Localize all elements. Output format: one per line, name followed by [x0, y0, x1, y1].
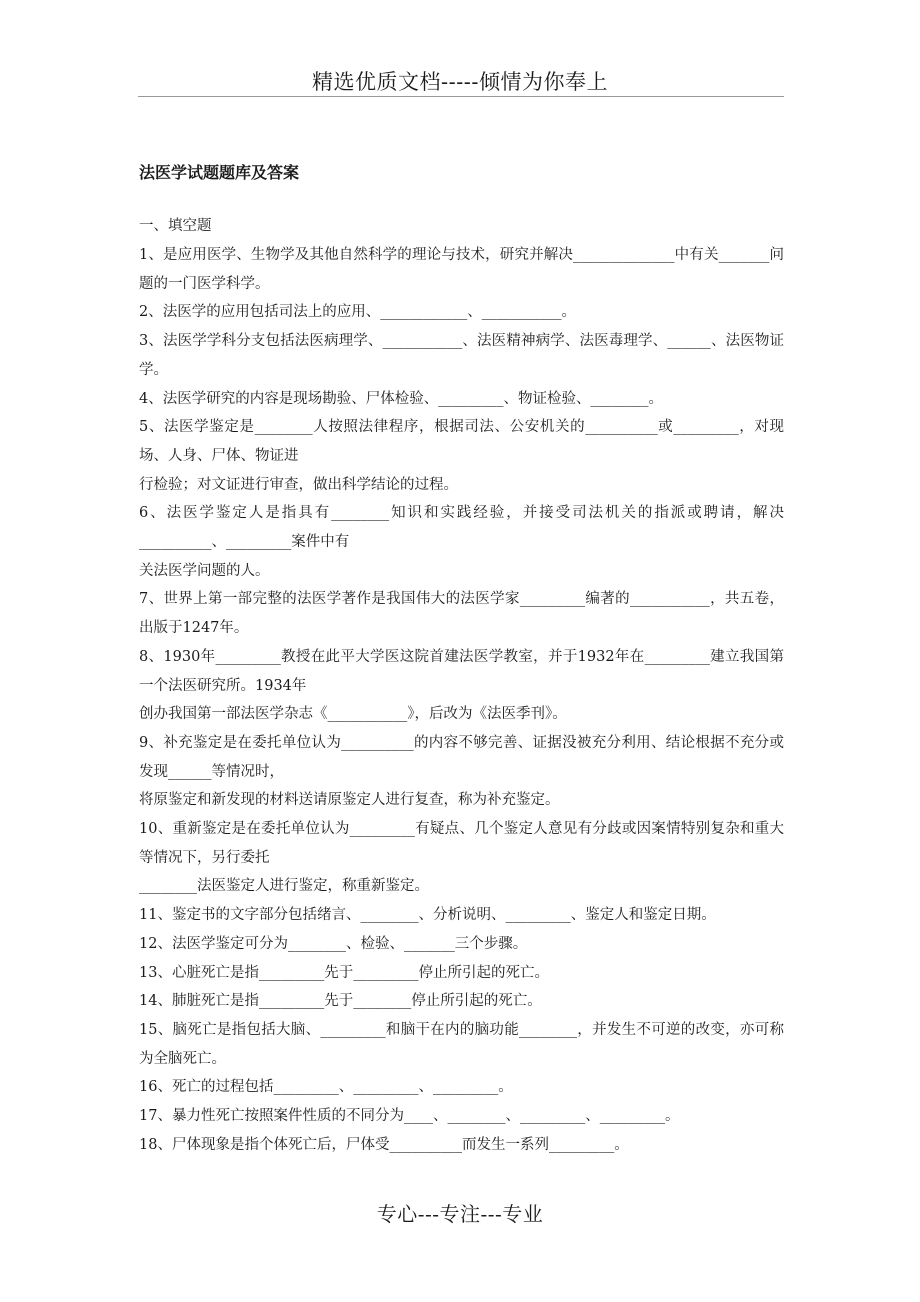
question-5-continuation: 行检验；对文证进行审查，做出科学结论的过程。	[139, 476, 458, 493]
question-13: 13、心脏死亡是指_________先于_________停止所引起的死亡。	[139, 964, 549, 981]
question-4: 4、法医学研究的内容是现场勘验、尸体检验、_________、物证检验、________。	[139, 390, 663, 407]
question-18: 18、尸体现象是指个体死亡后，尸体受__________而发生一系列_________。	[139, 1136, 629, 1153]
question-2: 2、法医学的应用包括司法上的应用、____________、___________。	[139, 304, 576, 321]
section-heading: 一、填空题	[139, 218, 212, 234]
document-title: 法医学试题题库及答案	[139, 163, 300, 182]
question-12: 12、法医学鉴定可分为________、检验、_______三个步骤。	[139, 935, 528, 952]
question-17: 17、暴力性死亡按照案件性质的不同分为____、________、_________、_________。	[139, 1108, 680, 1125]
question-16: 16、死亡的过程包括_________、_________、_________。	[139, 1079, 513, 1096]
question-6: 6、法医学鉴定人是指具有________知识和实践经验，并接受司法机关的指派或聘请，解决__________、_________案件中有	[139, 505, 784, 551]
question-8: 8、1930年_________教授在此平大学医这院首建法医学教室，并于1932年在_________建立我国第一个法医研究所。1934年	[139, 648, 784, 694]
question-list	[139, 241, 784, 1160]
question-15: 15、脑死亡是指包括大脑、_________和脑干在内的脑功能________，并发生不可逆的改变，亦可称为全脑死亡。	[139, 1021, 784, 1067]
question-10-continuation: ________法医鉴定人进行鉴定，称重新鉴定。	[139, 878, 429, 895]
header-divider	[138, 96, 784, 97]
question-3: 3、法医学学科分支包括法医病理学、___________、法医精神病学、法医毒理学、______、法医物证学。	[139, 333, 784, 378]
question-5: 5、法医学鉴定是________人按照法律程序，根据司法、公安机关的__________或_________，对现场、人身、尸体、物证进	[139, 419, 784, 464]
question-10: 10、重新鉴定是在委托单位认为_________有疑点、几个鉴定人意见有分歧或因案情特别复杂和重大等情况下，另行委托	[139, 821, 784, 866]
question-7: 7、世界上第一部完整的法医学著作是我国伟大的法医学家_________编著的___________，共五卷，出版于1247年。	[139, 591, 784, 637]
page-header: 精选优质文档-----倾情为你奉上	[312, 70, 608, 94]
page-footer: 专心---专注---专业	[376, 1202, 544, 1226]
question-8-continuation: 创办我国第一部法医学杂志《___________》，后改为《法医季刊》。	[139, 706, 567, 723]
question-1: 1、是应用医学、生物学及其他自然科学的理论与技术，研究并解决______________中有关_______问题的一门医学科学。	[139, 247, 784, 292]
question-9-continuation: 将原鉴定和新发现的材料送请原鉴定人进行复查，称为补充鉴定。	[139, 792, 560, 809]
question-9: 9、补充鉴定是在委托单位认为__________的内容不够完善、证据没被充分利用、结论根据不充分或发现______等情况时，	[139, 734, 784, 780]
question-14: 14、肺脏死亡是指_________先于________停止所引起的死亡。	[139, 993, 542, 1010]
question-11: 11、鉴定书的文字部分包括绪言、________、分析说明、_________、鉴定人和鉴定日期。	[139, 907, 716, 924]
question-6-continuation: 关法医学问题的人。	[139, 562, 270, 579]
